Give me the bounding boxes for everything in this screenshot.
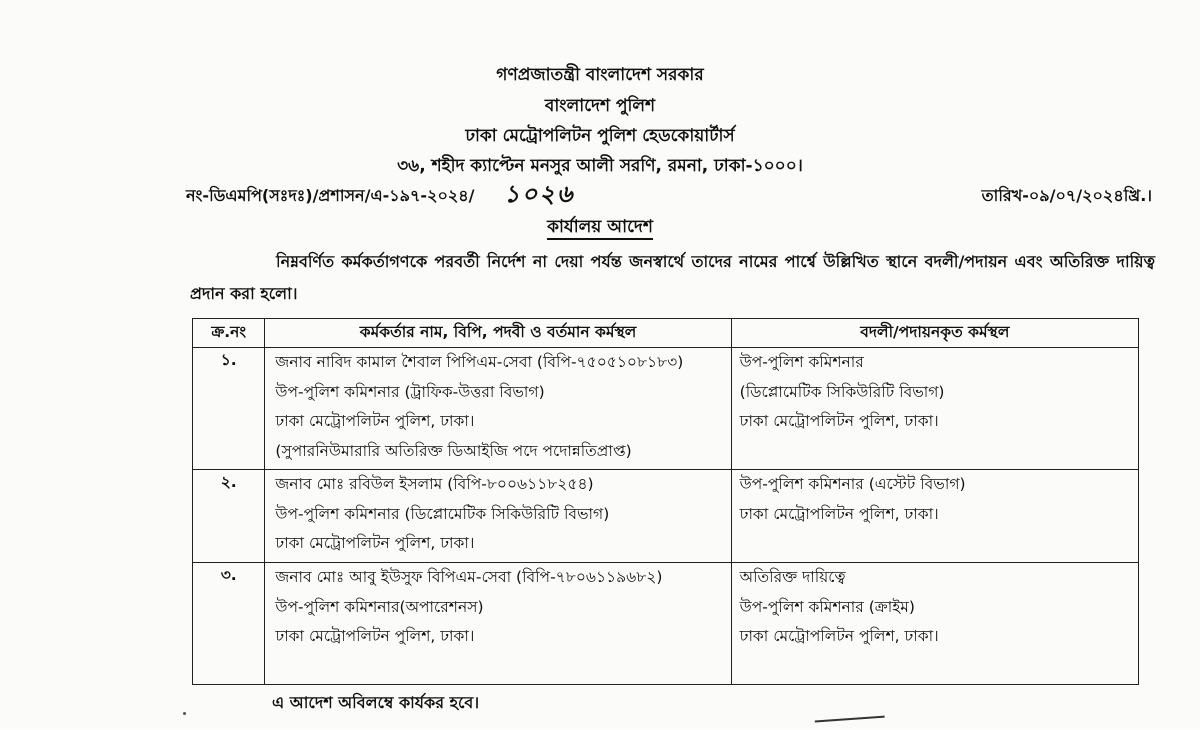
officer-line: ঢাকা মেট্রোপলিটন পুলিশ, ঢাকা।: [275, 412, 475, 430]
posting-line: অতিরিক্ত দায়িত্বে: [739, 568, 846, 586]
officer-line: উপ-পুলিশ কমিশনার (ট্রাফিক-উত্তরা বিভাগ): [275, 382, 545, 401]
memo-date: তারিখ-০৯/০৭/২০২৪খ্রি.।: [981, 186, 1152, 205]
officer-cell: [265, 348, 731, 470]
handwritten-memo-number: ১০২৬: [504, 179, 575, 208]
officer-line: ঢাকা মেট্রোপলিটন পুলিশ, ঢাকা।: [275, 534, 475, 552]
order-title: কার্যালয় আদেশ: [547, 217, 653, 240]
effective-notice: এ আদেশ অবিলম্বে কার্যকর হবে।: [272, 693, 480, 712]
officer-line: জনাব মোঃ রবিউল ইসলাম (বিপি-৮০০৬১১৮২৫৪): [275, 475, 594, 493]
signature-mark: [815, 716, 886, 730]
posting-line: ঢাকা মেট্রোপলিটন পুলিশ, ঢাকা।: [739, 412, 939, 430]
dmp-hq-title: ঢাকা মেট্রোপলিটন পুলিশ হেডকোয়ার্টার্স: [465, 126, 735, 146]
intro-paragraph: নিম্নবর্ণিত কর্মকর্তাগণকে পরবর্তী নির্দেশ না দেয়া পর্যন্ত জনস্বার্থে তাদের নামের পার্শ্বে উল্লিখিত স্থানে বদলী/পদায়ন এবং অতিরিক্ত দায়িত্ব প্রদান করা হলো।: [190, 252, 1155, 303]
officer-line: (সুপারনিউমারারি অতিরিক্ত ডিআইজি পদে পদোন্নতিপ্রাপ্ত): [275, 441, 632, 460]
govt-title: গণপ্রজাতন্ত্রী বাংলাদেশ সরকার: [496, 65, 704, 85]
officer-cell: [265, 470, 731, 563]
posting-cell: [731, 563, 1138, 685]
row-serial: ২.: [193, 470, 265, 563]
header-posting: বদলী/পদায়নকৃত কর্মস্থল: [731, 319, 1138, 348]
table-row: [193, 348, 1139, 470]
officer-line: ঢাকা মেট্রোপলিটন পুলিশ, ঢাকা।: [275, 627, 475, 645]
posting-line: উপ-পুলিশ কমিশনার (ক্রাইম): [739, 597, 915, 616]
officer-line: জনাব নাবিদ কামাল শৈবাল পিপিএম-সেবা (বিপি-৭৫০৫১০৮১৮৩): [275, 353, 684, 371]
office-address: ৩৬, শহীদ ক্যাপ্টেন মনসুর আলী সরণি, রমনা, ঢাকা-১০০০।: [397, 156, 803, 176]
row-serial: ৩.: [193, 563, 265, 685]
officer-line: উপ-পুলিশ কমিশনার (ডিপ্লোমেটিক সিকিউরিটি বিভাগ): [275, 504, 610, 523]
posting-line: ঢাকা মেট্রোপলিটন পুলিশ, ঢাকা।: [739, 504, 939, 523]
memo-number: নং-ডিএমপি(সঃদঃ)/প্রশাসন/এ-১৯৭-২০২৪/: [186, 186, 475, 205]
police-title: বাংলাদেশ পুলিশ: [544, 96, 656, 116]
reference-row: [186, 180, 1152, 206]
officer-line: জনাব মোঃ আবু ইউসুফ বিপিএম-সেবা (বিপি-৭৮০৬১১৯৬৮২): [275, 568, 663, 586]
table-header-row: [193, 319, 1139, 348]
posting-line: (ডিপ্লোমেটিক সিকিউরিটি বিভাগ): [739, 382, 945, 401]
table-row: [193, 470, 1139, 563]
posting-cell: [731, 348, 1138, 470]
order-heading: [0, 214, 1200, 242]
posting-line: উপ-পুলিশ কমিশনার: [739, 353, 864, 371]
table-row: [193, 563, 1139, 685]
posting-cell: [731, 470, 1138, 563]
header-officer: কর্মকর্তার নাম, বিপি, পদবী ও বর্তমান কর্মস্থল: [265, 319, 731, 348]
transfer-table: [192, 318, 1139, 685]
posting-line: ঢাকা মেট্রোপলিটন পুলিশ, ঢাকা।: [739, 627, 939, 645]
row-serial: ১.: [193, 348, 265, 470]
posting-line: উপ-পুলিশ কমিশনার (এস্টেট বিভাগ): [739, 475, 966, 493]
scan-speck: [183, 712, 186, 715]
officer-cell: [265, 563, 731, 685]
officer-line: উপ-পুলিশ কমিশনার(অপারেশনস): [275, 597, 484, 616]
header-serial: ক্র.নং: [193, 319, 265, 348]
